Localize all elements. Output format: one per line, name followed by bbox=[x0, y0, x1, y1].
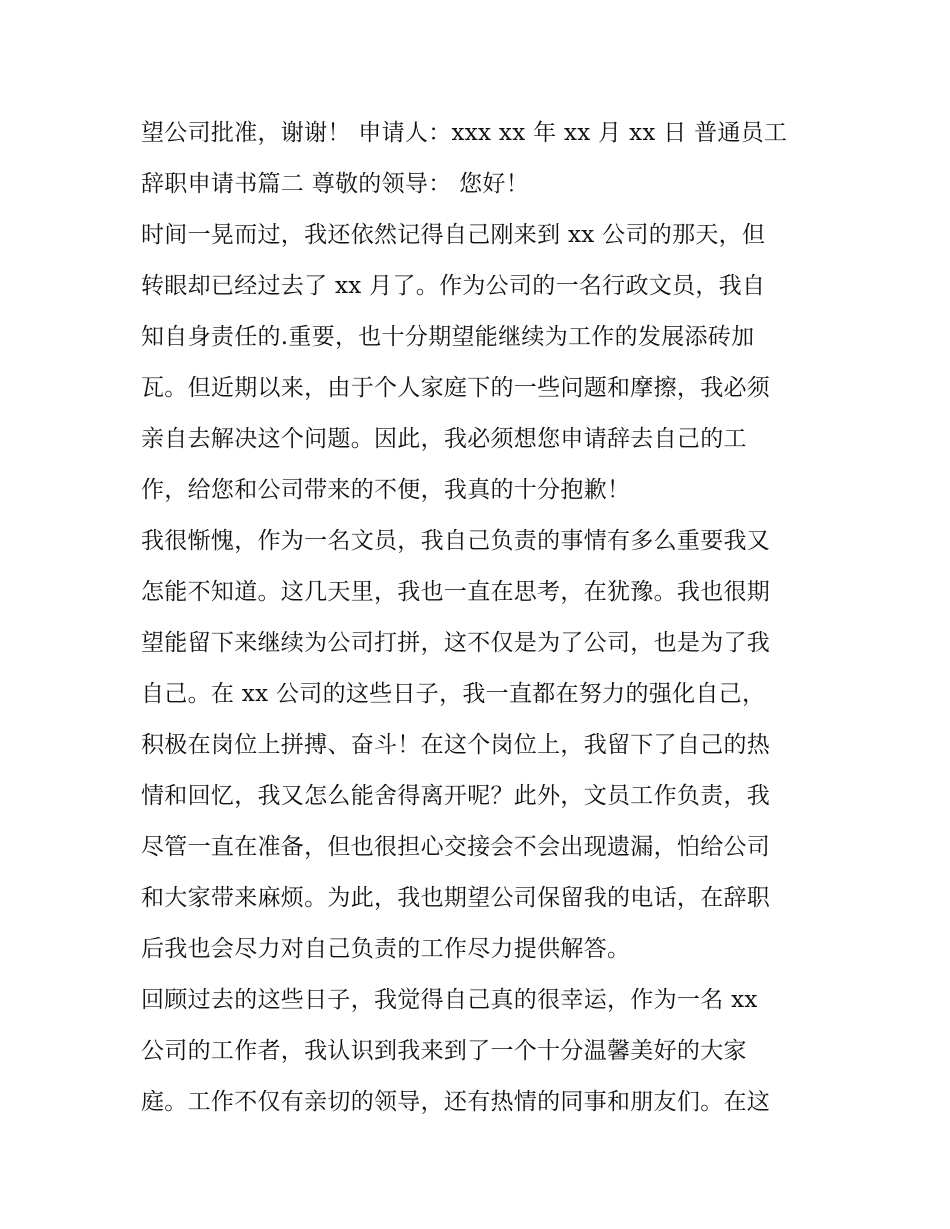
text-line: 积极在岗位上拼搏、奋斗！在这个岗位上，我留下了自己的热 bbox=[141, 732, 771, 758]
text-line: 怎能不知道。这几天里，我也一直在思考，在犹豫。我也很期 bbox=[141, 579, 771, 605]
text-line: 知自身责任的.重要，也十分期望能继续为工作的发展添砖加 bbox=[141, 324, 755, 350]
text-line: 我很惭愧，作为一名文员，我自己负责的事情有多么重要我又 bbox=[141, 528, 771, 554]
text-line: 情和回忆，我又怎么能舍得离开呢？此外，文员工作负责，我 bbox=[141, 783, 771, 809]
text-line: 公司的工作者，我认识到我来到了一个十分温馨美好的大家 bbox=[141, 1038, 747, 1064]
text-line: 亲自去解决这个问题。因此，我必须想您申请辞去自己的工 bbox=[141, 426, 747, 452]
text-line: 庭。工作不仅有亲切的领导，还有热情的同事和朋友们。在这 bbox=[141, 1089, 771, 1115]
text-line: 回顾过去的这些日子，我觉得自己真的很幸运，作为一名 xx bbox=[141, 987, 758, 1013]
text-line: 望能留下来继续为公司打拼，这不仅是为了公司，也是为了我 bbox=[141, 630, 771, 656]
text-line: 望公司批准，谢谢！ 申请人：xxx xx 年 xx 月 xx 日 普通员工 bbox=[141, 120, 788, 146]
text-line: 作，给您和公司带来的不便，我真的十分抱歉！ bbox=[141, 477, 631, 503]
text-line: 尽管一直在准备，但也很担心交接会不会出现遗漏，怕给公司 bbox=[141, 834, 771, 860]
text-line: 和大家带来麻烦。为此，我也期望公司保留我的电话，在辞职 bbox=[141, 885, 771, 911]
text-line: 时间一晃而过，我还依然记得自己刚来到 xx 公司的那天，但 bbox=[141, 222, 766, 248]
text-line: 后我也会尽力对自己负责的工作尽力提供解答。 bbox=[141, 936, 631, 962]
text-line: 瓦。但近期以来，由于个人家庭下的一些问题和摩擦，我必须 bbox=[141, 375, 771, 401]
text-line: 辞职申请书篇二 尊敬的领导： 您好！ bbox=[141, 171, 530, 197]
document-body bbox=[141, 108, 821, 1128]
text-line: 自己。在 xx 公司的这些日子，我一直都在努力的强化自己， bbox=[141, 681, 766, 707]
text-line: 转眼却已经过去了 xx 月了。作为公司的一名行政文员，我自 bbox=[141, 273, 766, 299]
